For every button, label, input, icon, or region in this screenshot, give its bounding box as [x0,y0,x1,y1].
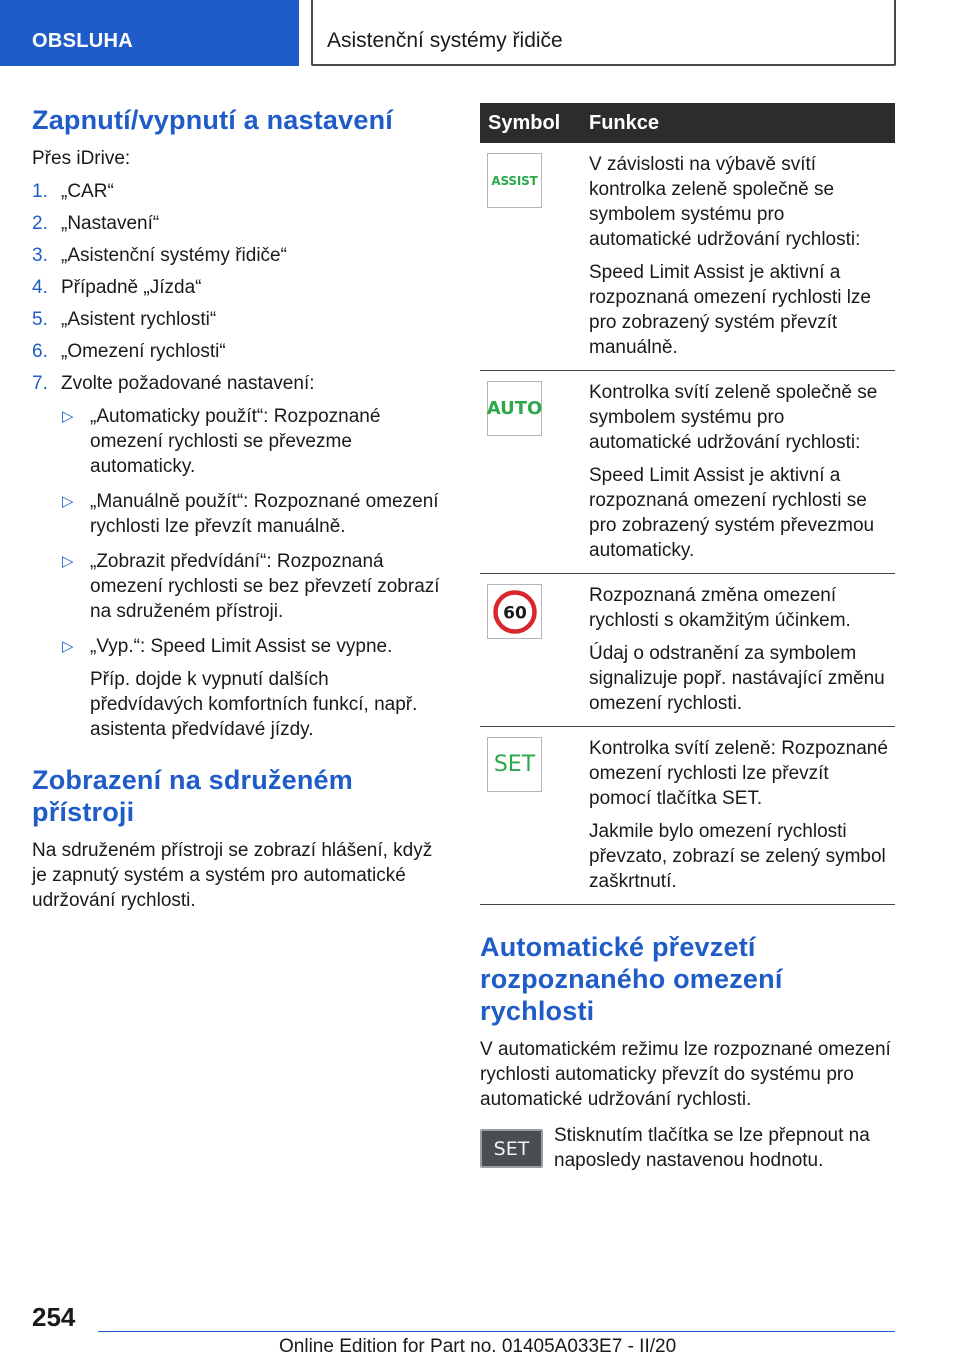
list-item [32,307,446,332]
heading-automatic-takeover: Automatické převzetí rozpoznaného omezení rychlosti [480,932,783,1026]
step-number: 4. [32,277,48,298]
page-number: 254 [32,1302,76,1332]
list-item [61,489,446,539]
function-text: Kontrolka svítí zeleně: Rozpoznané omezení rychlosti lze převzít pomocí tlačítka SET. [589,738,888,809]
automatic-takeover-text: V automatickém režimu lze rozpoznané omezení rychlosti automaticky převzít do systému pro automatické udržování rychlosti. [480,1039,891,1110]
step-number: 6. [32,341,48,362]
speed-limit-value: 60 [502,603,527,623]
list-item [32,243,446,268]
table-row [480,574,895,727]
step-number: 5. [32,309,48,330]
list-item [61,634,446,742]
heading-on-off-settings: Zapnutí/vypnutí a nastavení [32,105,393,135]
list-item [61,549,446,624]
header-chapter-label: Asistenční systémy řidiče [327,29,563,52]
left-column [32,104,446,913]
step-number: 3. [32,245,48,266]
options-list [61,404,446,742]
option-text: „Manuálně použít“: Rozpoznané omezení rychlosti lze převzít manuálně. [90,491,439,537]
header-chapter-box [311,0,896,66]
triangle-bullet-icon: ▷ [62,493,74,510]
table-row [480,143,895,371]
list-item [32,339,446,364]
set-button-icon [480,1129,543,1168]
option-text: „Zobrazit předvídání“: Rozpoznaná omezení rychlosti se bez převzetí zobrazí na sdruženém přístroji. [90,551,440,622]
right-column [480,103,895,1181]
step-text: Zvolte požadované nastavení: [61,373,315,394]
step-text: „Omezení rychlosti“ [61,341,226,362]
list-item [32,275,446,300]
list-item [32,211,446,236]
function-text: Speed Limit Assist je aktivní a rozpoznaná omezení rychlosti lze pro zobrazený systém převzít manuálně. [589,262,871,358]
table-row [480,371,895,574]
intro-text: Přes iDrive: [32,148,131,169]
footer-divider [98,1331,895,1332]
column-header-function: Funkce [579,103,895,143]
header-section-tab [0,0,299,66]
speed-limit-sign-graphic [493,590,537,634]
list-item [32,179,446,204]
function-text: Jakmile bylo omezení rychlosti převzato, zobrazí se zelený symbol zaškrtnutí. [589,821,886,892]
set-button-text: Stisknutím tlačítka se lze přepnout na naposledy nastavenou hodnotu. [554,1125,870,1171]
steps-list [32,179,446,742]
set-indicator-icon [487,737,542,792]
step-text: „CAR“ [61,181,114,202]
table-header-row [480,103,895,143]
set-symbol-label: SET [493,752,536,777]
step-text: „Asistenční systémy řidiče“ [61,245,287,266]
auto-symbol-label: AUTO [486,398,543,419]
triangle-bullet-icon: ▷ [62,553,74,570]
instrument-cluster-text: Na sdruženém přístroji se zobrazí hlášení, když je zapnutý systém a systém pro automatické udržování rychlosti. [32,840,433,911]
option-extra-text: Příp. dojde k vypnutí dalších předvídavých komfortních funkcí, např. asistenta předvídavé jízdy. [90,669,418,740]
option-text: „Vyp.“: Speed Limit Assist se vypne. [90,636,393,657]
assist-symbol-label: ASSIST [491,173,538,188]
speed-limit-sign-icon [487,584,542,639]
step-number: 1. [32,181,48,202]
step-text: „Nastavení“ [61,213,160,234]
header-section-label: OBSLUHA [32,30,133,52]
assist-indicator-icon [487,153,542,208]
function-text: V závislosti na výbavě svítí kontrolka zeleně společně se symbolem systému pro automatické udržování rychlosti: [589,154,861,250]
symbol-table [480,103,895,905]
function-text: Kontrolka svítí zeleně společně se symbolem systému pro automatické udržování rychlosti: [589,382,878,453]
step-text: „Asistent rychlosti“ [61,309,217,330]
step-number: 2. [32,213,48,234]
step-number: 7. [32,373,48,394]
option-text: „Automaticky použít“: Rozpoznané omezení rychlosti se převezme automaticky. [90,406,381,477]
function-text: Údaj o odstranění za symbolem signalizuje popř. nastávající změnu omezení rychlosti. [589,643,885,714]
column-header-symbol: Symbol [480,103,579,143]
triangle-bullet-icon: ▷ [62,408,74,425]
list-item [32,371,446,742]
footer-edition: Online Edition for Part no. 01405A033E7 - II/20 [279,1336,677,1357]
heading-instrument-cluster: Zobrazení na sdruženém přístroji [32,765,353,827]
step-text: Případně „Jízda“ [61,277,202,298]
set-button-label: SET [493,1137,530,1160]
list-item [61,404,446,479]
triangle-bullet-icon: ▷ [62,638,74,655]
function-text: Rozpoznaná změna omezení rychlosti s okamžitým účinkem. [589,585,851,631]
function-text: Speed Limit Assist je aktivní a rozpoznaná omezení rychlosti se pro zobrazený systém převezmou automaticky. [589,465,875,561]
auto-indicator-icon [487,381,542,436]
table-row [480,727,895,905]
set-button-row [480,1123,895,1181]
